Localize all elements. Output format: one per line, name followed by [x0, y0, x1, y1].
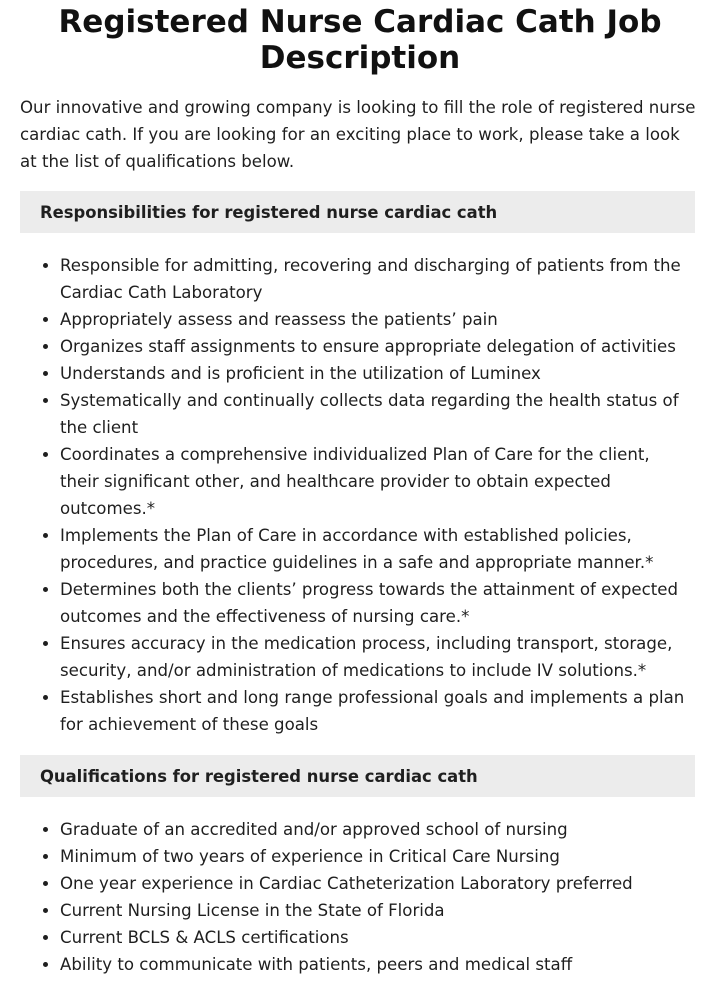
list-item: • Implements the Plan of Care in accordance with established policies, procedures, and practice guidelines in a safe and appropriate manner.*	[60, 522, 692, 576]
list-item: • Determines both the clients’ progress towards the attainment of expected outcomes and the effectiveness of nursing care.*	[60, 576, 692, 630]
qualifications-list	[0, 816, 720, 978]
list-item: • One year experience in Cardiac Catheterization Laboratory preferred	[60, 870, 692, 897]
list-item: • Ensures accuracy in the medication process, including transport, storage, security, and/or administration of medications to include IV solutions.*	[60, 630, 692, 684]
responsibilities-list	[0, 252, 720, 738]
qualifications-heading: Qualifications for registered nurse cardiac cath	[20, 755, 695, 797]
list-item: • Appropriately assess and reassess the patients’ pain	[60, 306, 692, 333]
intro-paragraph: Our innovative and growing company is looking to fill the role of registered nurse cardiac cath. If you are looking for an exciting place to work, please take a look at the list of qualifications below.	[20, 98, 696, 171]
list-item: • Understands and is proficient in the utilization of Luminex	[60, 360, 692, 387]
responsibilities-heading: Responsibilities for registered nurse cardiac cath	[20, 191, 695, 233]
list-item: • Organizes staff assignments to ensure appropriate delegation of activities	[60, 333, 692, 360]
list-item: • Coordinates a comprehensive individualized Plan of Care for the client, their significant other, and healthcare provider to obtain expected outcomes.*	[60, 441, 692, 522]
list-item: • Minimum of two years of experience in Critical Care Nursing	[60, 843, 692, 870]
list-item: • Current BCLS & ACLS certifications	[60, 924, 692, 951]
list-item: • Responsible for admitting, recovering and discharging of patients from the Cardiac Cath Laboratory	[60, 252, 692, 306]
list-item: • Current Nursing License in the State of Florida	[60, 897, 692, 924]
list-item: • Establishes short and long range professional goals and implements a plan for achievement of these goals	[60, 684, 692, 738]
page-title: Registered Nurse Cardiac Cath Job Description	[58, 4, 662, 76]
list-item: • Graduate of an accredited and/or approved school of nursing	[60, 816, 692, 843]
list-item: • Systematically and continually collects data regarding the health status of the client	[60, 387, 692, 441]
list-item: • Ability to communicate with patients, peers and medical staff	[60, 951, 692, 978]
